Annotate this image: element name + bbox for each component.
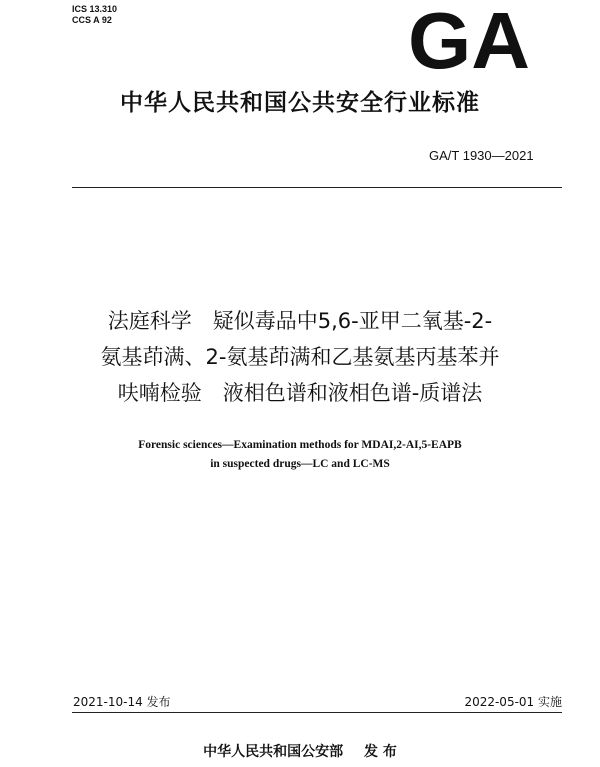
standard-category-title: 中华人民共和国公共安全行业标准 — [120, 90, 480, 116]
title-line: 呋喃检验 液相色谱和液相色谱-质谱法 — [117, 381, 483, 405]
document-title — [0, 303, 600, 411]
title-line: 法庭科学 疑似毒品中5,6-亚甲二氧基-2- — [107, 309, 493, 333]
standard-number: GA/T 1930—2021 — [429, 148, 534, 163]
english-title-line: in suspected drugs—LC and LC-MS — [210, 458, 390, 470]
ics-code: ICS 13.310 — [72, 4, 118, 14]
issue-date: 2021-10-14 发布 — [73, 695, 171, 709]
english-title — [0, 436, 600, 474]
english-title-line: Forensic sciences—Examination methods for MDAI,2-AI,5-EAPB — [138, 439, 462, 451]
implementation-date: 2022-05-01 实施 — [464, 695, 562, 709]
ga-logo — [406, 6, 532, 72]
ga-logo-text: GA — [408, 6, 530, 72]
bottom-divider — [72, 712, 562, 713]
issuer-line — [0, 741, 600, 761]
issuer-name: 中华人民共和国公安部 — [203, 744, 344, 760]
ccs-code: CCS A 92 — [72, 15, 112, 25]
title-line: 氨基茚满、2-氨基茚满和乙基氨基丙基苯并 — [100, 345, 500, 369]
issuer-action: 发 布 — [364, 744, 397, 760]
classification-codes — [72, 4, 117, 26]
top-divider — [72, 187, 562, 188]
